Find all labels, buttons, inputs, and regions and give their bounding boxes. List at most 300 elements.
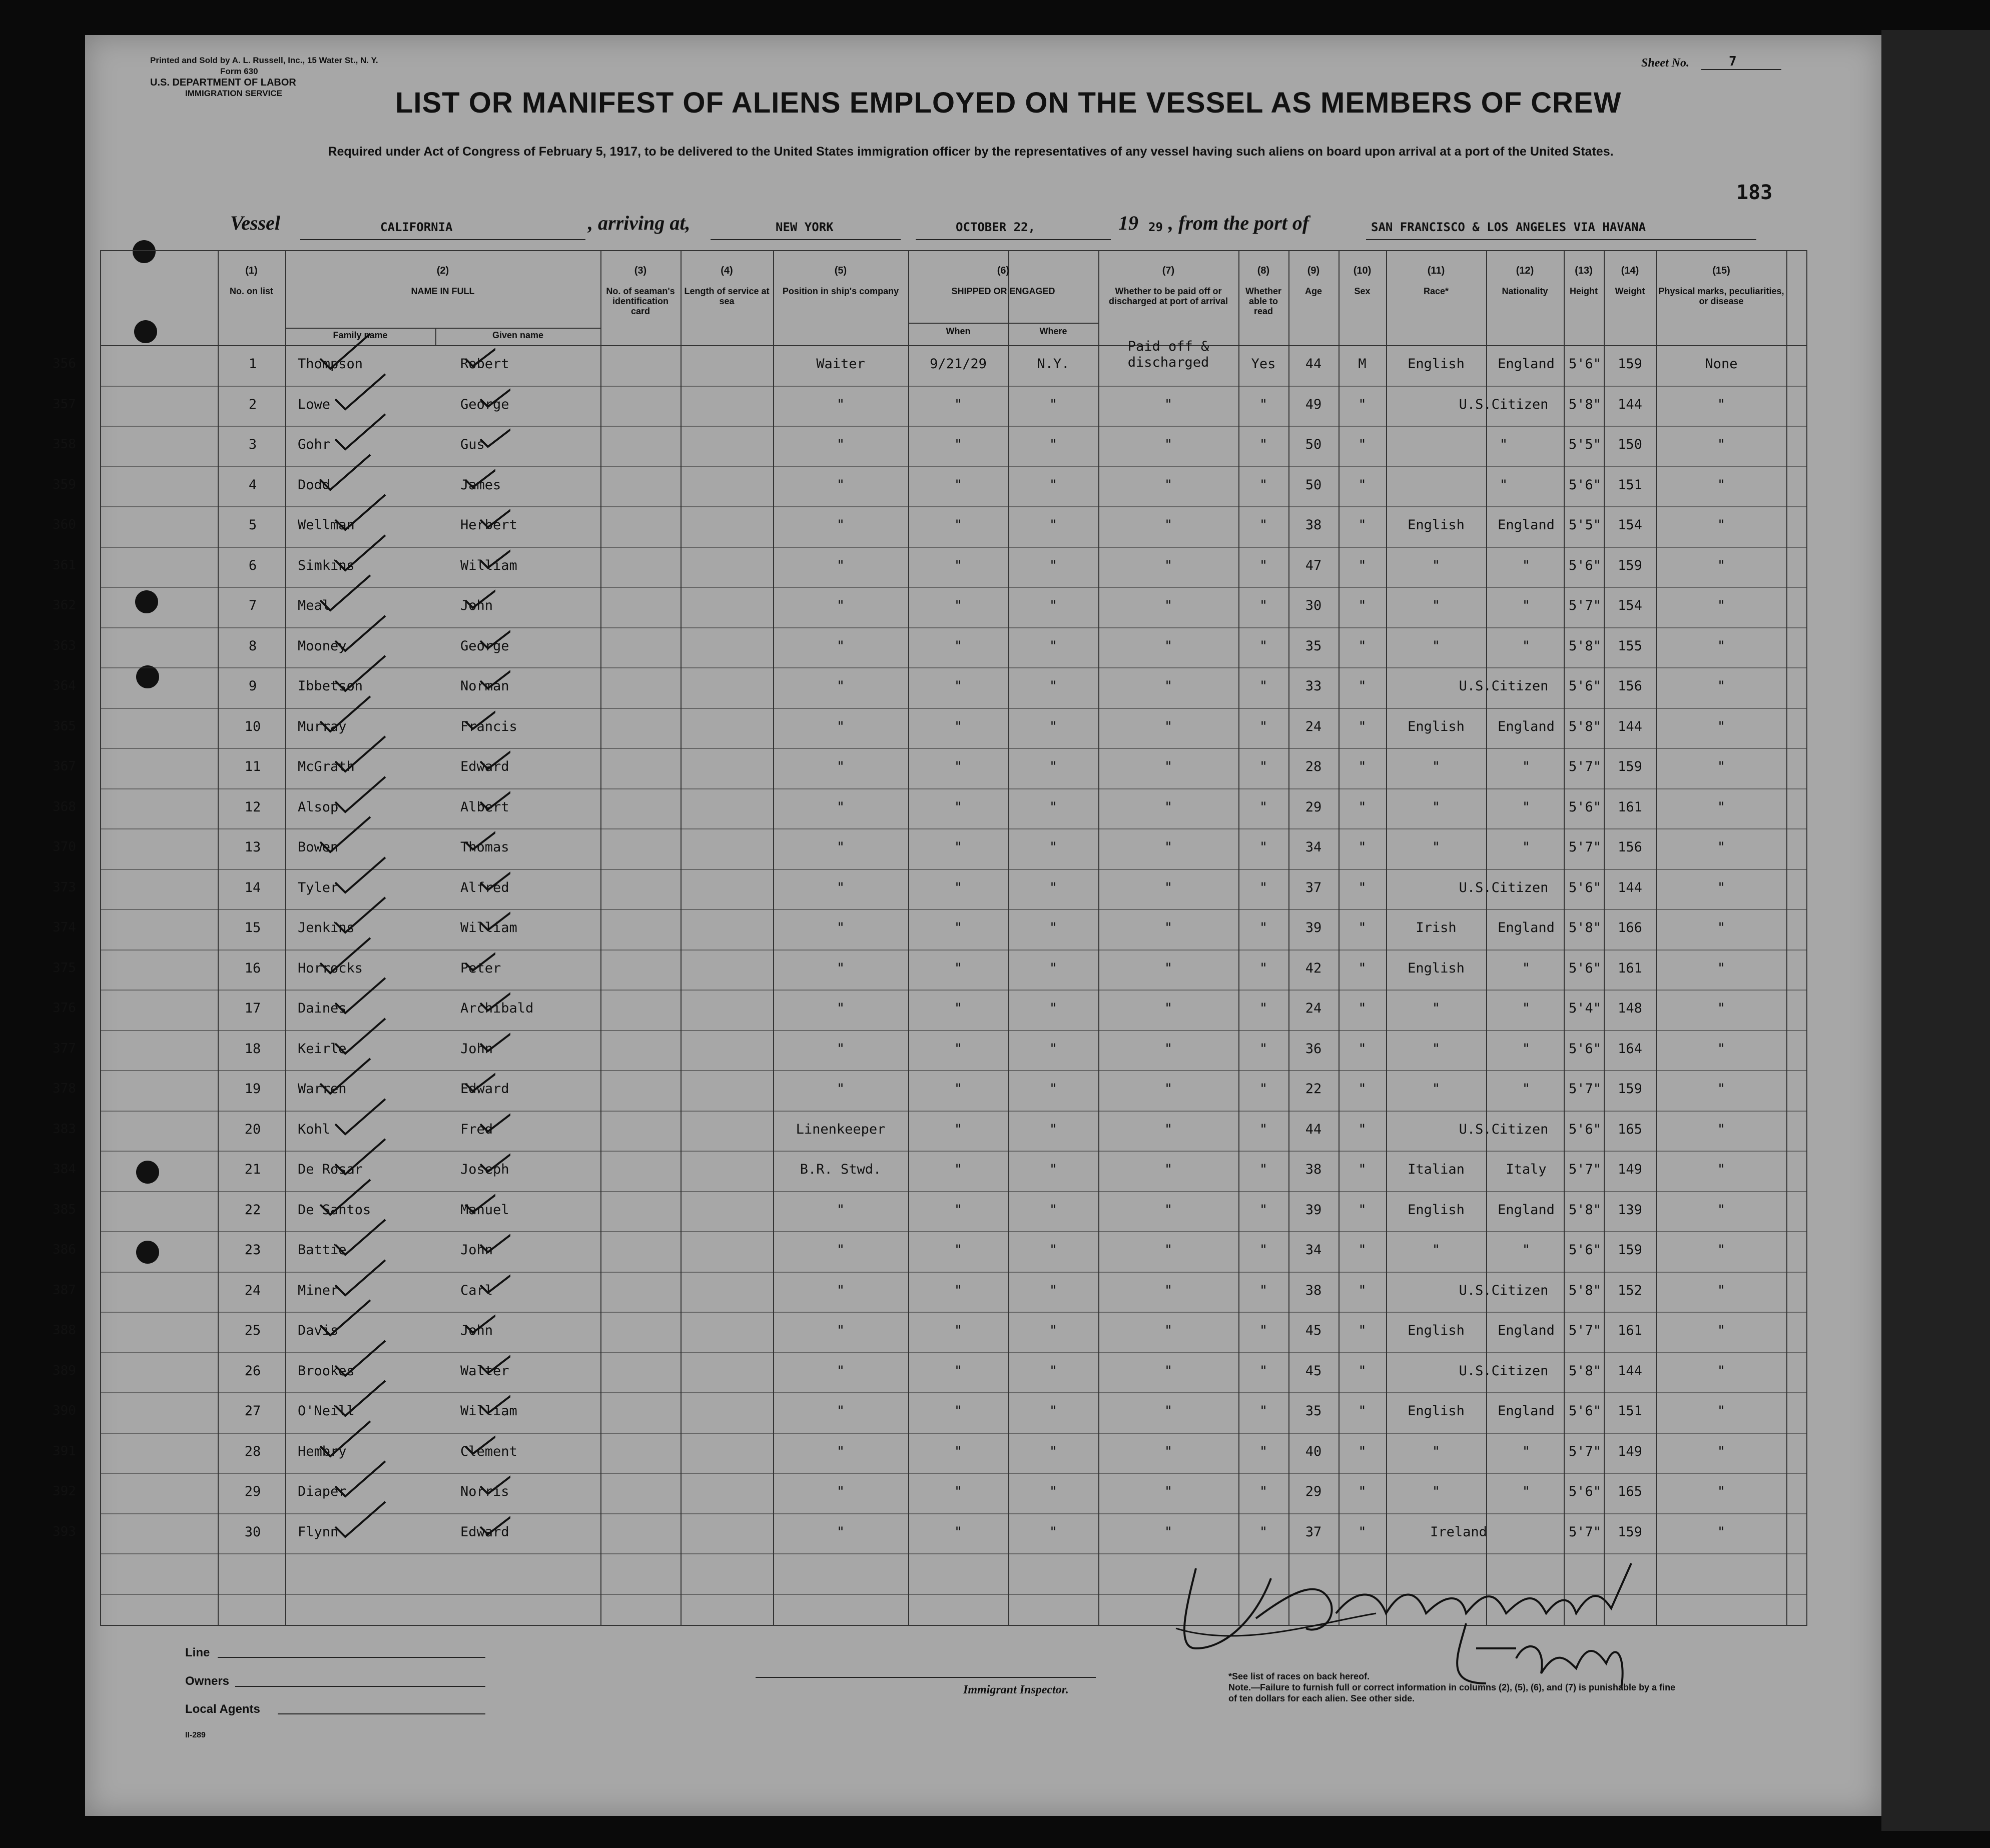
cell-marks: "	[1717, 920, 1726, 936]
cell-read: "	[1259, 477, 1268, 493]
cell-height: 5'8"	[1568, 920, 1602, 936]
cell-position: "	[836, 557, 845, 573]
margin-serial: 393	[53, 1524, 76, 1539]
cell-when: "	[954, 1524, 963, 1540]
cell-given: Manuel	[460, 1202, 509, 1218]
cell-paid: "	[1164, 1484, 1173, 1499]
cell-age: 38	[1305, 1162, 1322, 1177]
column-header: SHIPPED OR ENGAGED	[951, 286, 1055, 296]
cell-weight: 150	[1618, 437, 1642, 452]
cell-height: 5'6"	[1568, 557, 1602, 573]
cell-nationality: "	[1522, 799, 1531, 815]
cell-read: Yes	[1251, 356, 1276, 372]
cell-weight: 159	[1618, 1524, 1642, 1540]
cell-position: "	[836, 1202, 845, 1218]
cell-nationality: England	[1498, 1403, 1555, 1419]
cell-given: John	[460, 1041, 493, 1057]
check-mark-icon	[330, 1255, 510, 1300]
cell-paid: "	[1164, 1121, 1173, 1137]
cell-family: Brookes	[298, 1363, 355, 1379]
cell-marks: "	[1717, 1403, 1726, 1419]
column-number: (1)	[245, 265, 258, 276]
cell-weight: 144	[1618, 1363, 1642, 1379]
check-mark-icon	[330, 852, 510, 897]
department-name: U.S. DEPARTMENT OF LABOR	[150, 77, 296, 88]
cell-sex: "	[1358, 1121, 1367, 1137]
cell-position: "	[836, 437, 845, 452]
cell-race: English	[1408, 960, 1465, 976]
cell-when: "	[954, 879, 963, 895]
cell-nationality: "	[1522, 1001, 1531, 1016]
column-header: No. on list	[230, 286, 273, 296]
column-number: (15)	[1712, 265, 1730, 276]
margin-serial: 362	[53, 598, 76, 613]
check-mark-icon	[315, 570, 495, 615]
check-mark-icon	[315, 1175, 495, 1220]
column-subheader: Where	[1039, 326, 1067, 336]
cell-where: "	[1049, 799, 1058, 815]
cell-position: "	[836, 799, 845, 815]
cell-no: 14	[244, 879, 261, 895]
cell-weight: 144	[1618, 879, 1642, 895]
cell-read: "	[1259, 396, 1268, 412]
check-mark-icon	[330, 369, 510, 414]
cell-family: Gohr	[298, 437, 331, 452]
cell-read: "	[1259, 638, 1268, 654]
cell-given: Archibald	[460, 1001, 534, 1016]
cell-age: 45	[1305, 1323, 1322, 1338]
column-subheader: Given name	[492, 330, 544, 340]
cell-sex: "	[1358, 1323, 1367, 1338]
cell-sex: "	[1358, 638, 1367, 654]
arrival-year: 29	[1148, 220, 1163, 234]
cell-no: 2	[248, 396, 257, 412]
cell-race: Italian	[1408, 1162, 1465, 1177]
cell-given: Thomas	[460, 839, 509, 855]
cell-weight: 161	[1618, 960, 1642, 976]
cell-family: Thompson	[298, 356, 363, 372]
cell-weight: 144	[1618, 396, 1642, 412]
cell-height: 5'6"	[1568, 1121, 1602, 1137]
cell-nationality: "	[1499, 477, 1508, 493]
cell-family: Keirle	[298, 1041, 347, 1057]
cell-no: 26	[244, 1363, 261, 1379]
cell-position: Waiter	[816, 356, 865, 372]
cell-read: "	[1259, 437, 1268, 452]
printer-line: Printed and Sold by A. L. Russell, Inc., 15 Water St., N. Y.	[150, 56, 378, 65]
cell-where: "	[1049, 1363, 1058, 1379]
cell-sex: "	[1358, 1081, 1367, 1097]
cell-paid: "	[1164, 1162, 1173, 1177]
cell-nationality: "	[1522, 759, 1531, 774]
cell-given: William	[460, 920, 517, 936]
cell-height: 5'6"	[1568, 356, 1602, 372]
column-header: No. of seaman's identification card	[606, 286, 675, 316]
cell-read: "	[1259, 1363, 1268, 1379]
cell-marks: "	[1717, 557, 1726, 573]
cell-when: "	[954, 1081, 963, 1097]
margin-serial: 391	[53, 1443, 76, 1459]
cell-when: "	[954, 1202, 963, 1218]
cell-sex: "	[1358, 1162, 1367, 1177]
cell-weight: 165	[1618, 1121, 1642, 1137]
cell-sex: "	[1358, 799, 1367, 815]
cell-family: Dodd	[298, 477, 331, 493]
cell-read: "	[1259, 1121, 1268, 1137]
cell-when: "	[954, 396, 963, 412]
check-mark-icon	[330, 1336, 510, 1381]
column-subheader: Family name	[333, 330, 388, 340]
cell-nationality: "	[1522, 1041, 1531, 1057]
cell-no: 9	[248, 678, 257, 694]
cell-when: "	[954, 1323, 963, 1338]
cell-read: "	[1259, 1001, 1268, 1016]
cell-no: 24	[244, 1282, 261, 1298]
cell-sex: "	[1358, 1001, 1367, 1016]
inspector-label: Immigrant Inspector.	[963, 1683, 1069, 1696]
cell-nationality: England	[1498, 1202, 1555, 1218]
cell-read: "	[1259, 1202, 1268, 1218]
cell-marks: "	[1717, 1202, 1726, 1218]
cell-height: 5'6"	[1568, 1403, 1602, 1419]
cell-race: English	[1408, 1403, 1465, 1419]
cell-weight: 139	[1618, 1202, 1642, 1218]
cell-height: 5'8"	[1568, 396, 1602, 412]
cell-nationality: "	[1522, 960, 1531, 976]
margin-serial: 373	[53, 879, 76, 895]
cell-marks: "	[1717, 598, 1726, 613]
check-mark-icon	[330, 651, 510, 696]
from-port: SAN FRANCISCO & LOS ANGELES VIA HAVANA	[1371, 220, 1646, 234]
cell-height: 5'6"	[1568, 1484, 1602, 1499]
cell-read: "	[1259, 839, 1268, 855]
cell-no: 20	[244, 1121, 261, 1137]
cell-when: "	[954, 1041, 963, 1057]
cell-paid: "	[1164, 1524, 1173, 1540]
arriving-port: NEW YORK	[776, 220, 834, 234]
cell-no: 12	[244, 799, 261, 815]
scan-edge	[1881, 30, 1990, 1831]
cell-weight: 159	[1618, 1081, 1642, 1097]
cell-height: 5'6"	[1568, 960, 1602, 976]
cell-given: Clement	[460, 1443, 517, 1459]
cell-where: "	[1049, 1121, 1058, 1137]
cell-family: Lowe	[298, 396, 331, 412]
cell-height: 5'6"	[1568, 678, 1602, 694]
cell-age: 45	[1305, 1363, 1322, 1379]
cell-weight: 164	[1618, 1041, 1642, 1057]
cell-family: Battie	[298, 1242, 347, 1258]
cell-weight: 161	[1618, 799, 1642, 815]
cell-given: Robert	[460, 356, 509, 372]
cell-no: 19	[244, 1081, 261, 1097]
column-header: Age	[1304, 286, 1322, 296]
column-number: (9)	[1307, 265, 1320, 276]
cell-where: "	[1049, 1242, 1058, 1258]
cell-position: "	[836, 960, 845, 976]
check-mark-icon	[330, 409, 510, 454]
cell-age: 38	[1305, 517, 1322, 533]
cell-weight: 166	[1618, 920, 1642, 936]
cell-sex: "	[1358, 1443, 1367, 1459]
cell-read: "	[1259, 1282, 1268, 1298]
owners-label: Owners	[185, 1674, 230, 1688]
cell-no: 16	[244, 960, 261, 976]
cell-position: Linenkeeper	[796, 1121, 886, 1137]
cell-when: "	[954, 598, 963, 613]
cell-nationality: Italy	[1506, 1162, 1547, 1177]
cell-marks: "	[1717, 437, 1726, 452]
cell-age: 24	[1305, 1001, 1322, 1016]
cell-age: 50	[1305, 437, 1322, 452]
cell-age: 49	[1305, 396, 1322, 412]
column-header: Whether to be paid off or discharged at port of arrival	[1108, 286, 1228, 306]
cell-family: De Santos	[298, 1202, 371, 1218]
cell-position: "	[836, 1001, 845, 1016]
cell-height: 5'8"	[1568, 1202, 1602, 1218]
check-mark-icon	[330, 1215, 510, 1260]
cell-position: "	[836, 1403, 845, 1419]
cell-height: 5'5"	[1568, 437, 1602, 452]
cell-where: "	[1049, 960, 1058, 976]
cell-paid: "	[1164, 638, 1173, 654]
cell-read: "	[1259, 920, 1268, 936]
margin-serial: 378	[53, 1081, 76, 1096]
margin-serial: 383	[53, 1121, 76, 1137]
cell-paid: "	[1164, 1443, 1173, 1459]
cell-given: John	[460, 1242, 493, 1258]
cell-weight: 149	[1618, 1443, 1642, 1459]
cell-age: 22	[1305, 1081, 1322, 1097]
cell-family: Diaper	[298, 1484, 347, 1499]
cell-marks: "	[1717, 879, 1726, 895]
cell-position: "	[836, 396, 845, 412]
cell-paid: Paid off & discharged	[1127, 339, 1209, 370]
cell-nationality: "	[1522, 557, 1531, 573]
cell-paid: "	[1164, 598, 1173, 613]
cell-marks: "	[1717, 799, 1726, 815]
sheet-label: Sheet No.	[1641, 57, 1689, 70]
cell-height: 5'8"	[1568, 638, 1602, 654]
cell-age: 30	[1305, 598, 1322, 613]
cell-when: "	[954, 678, 963, 694]
cell-where: "	[1049, 437, 1058, 452]
cell-nationality: U.S.Citizen	[1459, 1363, 1549, 1379]
cell-given: Albert	[460, 799, 509, 815]
margin-serial: 385	[53, 1202, 76, 1217]
cell-where: "	[1049, 678, 1058, 694]
column-number: (14)	[1621, 265, 1639, 276]
cell-sex: "	[1358, 1242, 1367, 1258]
cell-paid: "	[1164, 517, 1173, 533]
column-header: Height	[1570, 286, 1598, 296]
cell-marks: "	[1717, 517, 1726, 533]
column-header: Length of service at sea	[684, 286, 770, 306]
cell-weight: 159	[1618, 557, 1642, 573]
cell-weight: 149	[1618, 1162, 1642, 1177]
cell-nationality: England	[1498, 718, 1555, 734]
cell-marks: "	[1717, 718, 1726, 734]
cell-race: English	[1408, 1323, 1465, 1338]
check-mark-icon	[330, 490, 510, 535]
cell-race: "	[1432, 839, 1441, 855]
cell-weight: 161	[1618, 1323, 1642, 1338]
check-mark-icon	[330, 1014, 510, 1059]
cell-family: Tyler	[298, 879, 339, 895]
margin-serial: 368	[53, 799, 76, 814]
check-mark-icon	[330, 611, 510, 656]
cell-paid: "	[1164, 1001, 1173, 1016]
cell-nationality: U.S.Citizen	[1459, 1282, 1549, 1298]
cell-given: Alfred	[460, 879, 509, 895]
cell-no: 21	[244, 1162, 261, 1177]
cell-position: "	[836, 1242, 845, 1258]
check-mark-icon	[315, 329, 495, 374]
cell-given: Norman	[460, 678, 509, 694]
cell-race: "	[1432, 557, 1441, 573]
line-label: Line	[185, 1646, 210, 1659]
cell-marks: "	[1717, 759, 1726, 774]
cell-position: "	[836, 638, 845, 654]
cell-when: "	[954, 799, 963, 815]
cell-sex: "	[1358, 678, 1367, 694]
cell-family: Alsop	[298, 799, 339, 815]
check-mark-icon	[330, 772, 510, 817]
check-mark-icon	[330, 973, 510, 1018]
cell-read: "	[1259, 1524, 1268, 1540]
check-mark-icon	[315, 1416, 495, 1461]
cell-position: "	[836, 1323, 845, 1338]
cell-no: 8	[248, 638, 257, 654]
check-mark-icon	[330, 530, 510, 575]
inspector-signature	[1166, 1548, 1666, 1701]
cell-family: McGrath	[298, 759, 355, 774]
vessel-name: CALIFORNIA	[380, 220, 453, 234]
cell-height: 5'6"	[1568, 799, 1602, 815]
cell-age: 35	[1305, 638, 1322, 654]
cell-weight: 155	[1618, 638, 1642, 654]
cell-position: "	[836, 879, 845, 895]
cell-given: Herbert	[460, 517, 517, 533]
column-subheader: When	[946, 326, 971, 336]
cell-family: Kohl	[298, 1121, 331, 1137]
cell-paid: "	[1164, 718, 1173, 734]
cell-marks: "	[1717, 638, 1726, 654]
cell-read: "	[1259, 1162, 1268, 1177]
cell-given: Francis	[460, 718, 517, 734]
cell-weight: 159	[1618, 356, 1642, 372]
penalty-note: Note.—Failure to furnish full or correct information in columns (2), (5), (6), and (7) is punishable by a fine of ten dollars for each alien. See other side.	[1228, 1682, 1676, 1703]
cell-when: 9/21/29	[930, 356, 987, 372]
margin-serial: 359	[53, 477, 76, 492]
margin-serial: 390	[53, 1403, 76, 1418]
cell-paid: "	[1164, 879, 1173, 895]
cell-when: "	[954, 718, 963, 734]
races-note: *See list of races on back hereof.	[1228, 1671, 1370, 1681]
cell-when: "	[954, 1001, 963, 1016]
cell-position: "	[836, 839, 845, 855]
cell-nationality: U.S.Citizen	[1459, 1121, 1549, 1137]
cell-given: Norris	[460, 1484, 509, 1499]
cell-when: "	[954, 1282, 963, 1298]
column-header: Race*	[1423, 286, 1449, 296]
cell-family: Mooney	[298, 638, 347, 654]
margin-serial: 364	[53, 678, 76, 693]
cell-height: 5'6"	[1568, 1041, 1602, 1057]
year-prefix: 19	[1118, 212, 1138, 234]
cell-family: Flynn	[298, 1524, 339, 1540]
cell-no: 1	[248, 356, 257, 372]
column-number: (12)	[1516, 265, 1534, 276]
cell-height: 5'7"	[1568, 1443, 1602, 1459]
cell-weight: 144	[1618, 718, 1642, 734]
cell-sex: "	[1358, 1041, 1367, 1057]
page-subtitle: Required under Act of Congress of February 5, 1917, to be delivered to the United States immigration officer by the representatives of any vessel having such aliens on board upon arrival at a port of the United States.	[328, 145, 1614, 159]
cell-nationality: "	[1522, 638, 1531, 654]
cell-no: 22	[244, 1202, 261, 1218]
cell-age: 44	[1305, 356, 1322, 372]
cell-position: "	[836, 598, 845, 613]
cell-sex: "	[1358, 557, 1367, 573]
cell-given: Joseph	[460, 1162, 509, 1177]
cell-given: William	[460, 557, 517, 573]
cell-sex: M	[1358, 356, 1367, 372]
cell-when: "	[954, 1121, 963, 1137]
cell-position: "	[836, 477, 845, 493]
cell-read: "	[1259, 799, 1268, 815]
cell-when: "	[954, 960, 963, 976]
cell-height: 5'5"	[1568, 517, 1602, 533]
check-mark-icon	[330, 1094, 510, 1139]
cell-no: 28	[244, 1443, 261, 1459]
cell-no: 13	[244, 839, 261, 855]
cell-when: "	[954, 1162, 963, 1177]
margin-serial: 377	[53, 1041, 76, 1056]
cell-position: "	[836, 678, 845, 694]
cell-read: "	[1259, 1443, 1268, 1459]
cell-when: "	[954, 1242, 963, 1258]
cell-weight: 154	[1618, 517, 1642, 533]
cell-sex: "	[1358, 396, 1367, 412]
cell-sex: "	[1358, 477, 1367, 493]
from-label: , from the port of	[1168, 212, 1309, 234]
cell-given: Gus	[460, 437, 485, 452]
cell-family: Jenkins	[298, 920, 355, 936]
cell-height: 5'6"	[1568, 477, 1602, 493]
cell-height: 5'7"	[1568, 759, 1602, 774]
cell-nationality: "	[1522, 1081, 1531, 1097]
column-header: Sex	[1354, 286, 1371, 296]
cell-given: George	[460, 638, 509, 654]
cell-given: Carl	[460, 1282, 493, 1298]
margin-serial: 365	[53, 718, 76, 734]
column-header: Position in ship's company	[782, 286, 899, 296]
cell-paid: "	[1164, 920, 1173, 936]
cell-race: English	[1408, 718, 1465, 734]
cell-race: English	[1408, 517, 1465, 533]
cell-where: "	[1049, 396, 1058, 412]
cell-paid: "	[1164, 839, 1173, 855]
column-number: (10)	[1353, 265, 1372, 276]
check-mark-icon	[330, 1376, 510, 1421]
cell-no: 3	[248, 437, 257, 452]
cell-no: 15	[244, 920, 261, 936]
vessel-label: Vessel	[230, 212, 280, 234]
cell-paid: "	[1164, 1202, 1173, 1218]
page-number: 183	[1736, 181, 1773, 204]
cell-no: 18	[244, 1041, 261, 1057]
cell-height: 5'6"	[1568, 879, 1602, 895]
